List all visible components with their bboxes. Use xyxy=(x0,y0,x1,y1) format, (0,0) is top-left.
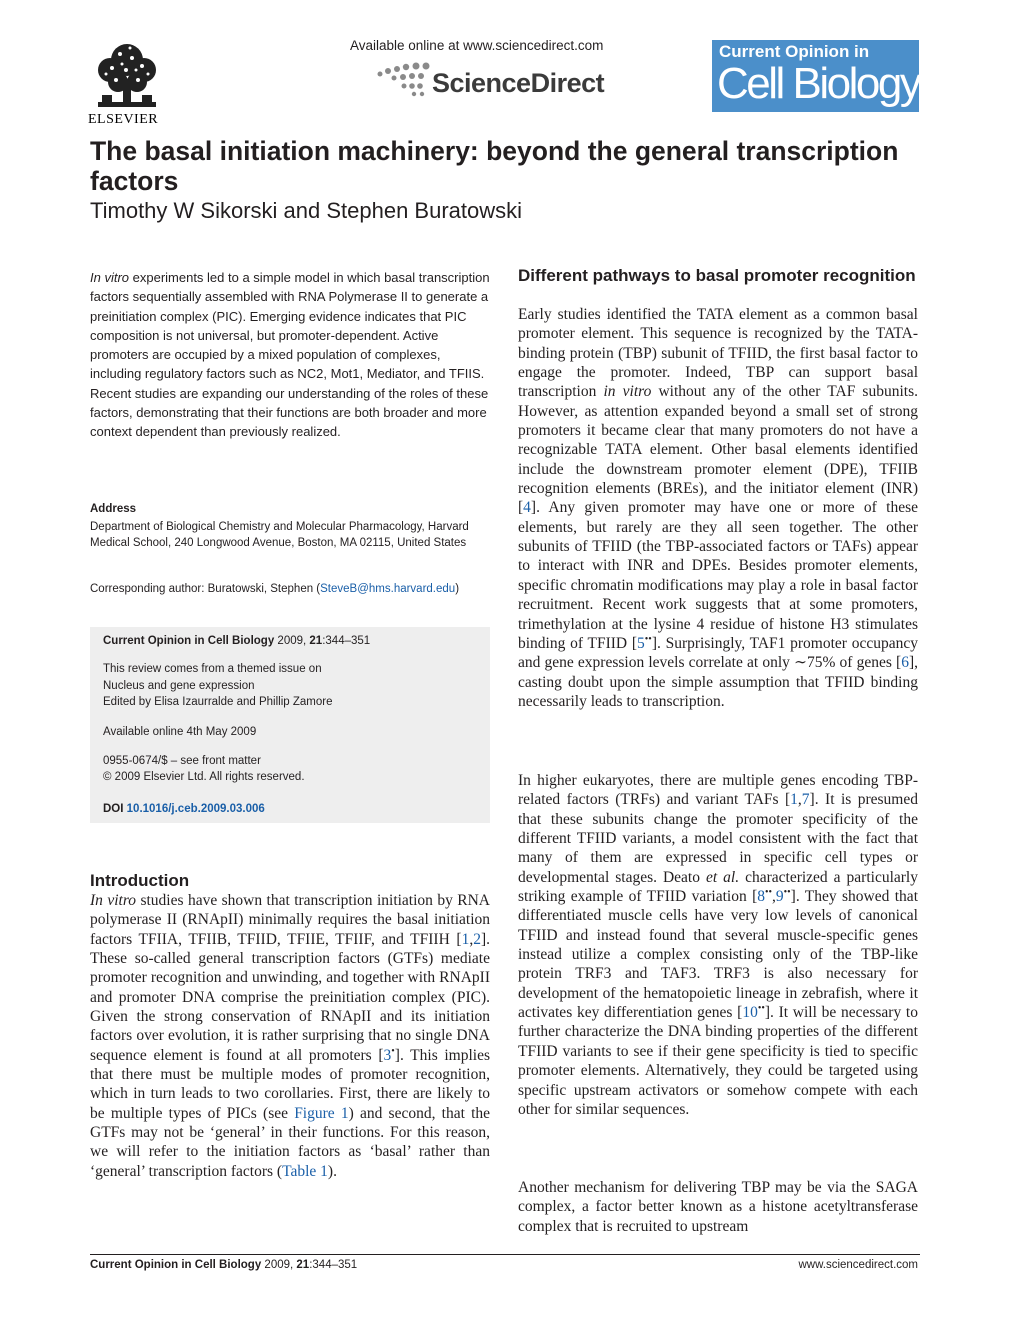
intro-paragraph xyxy=(90,891,490,1181)
footer-url-link[interactable]: www.sciencedirect.com xyxy=(798,1259,918,1271)
article-info-box xyxy=(90,627,490,823)
info-doi xyxy=(103,801,265,817)
p1-text-e: ], casting doubt upon the simple assumption that TFIID binding necessarily leads to transcription. xyxy=(518,654,918,710)
info-issn: 0955-0674/$ – see front matter xyxy=(103,755,261,767)
footer-volume: 21 xyxy=(296,1259,310,1271)
info-citation xyxy=(103,633,370,649)
info-year: 2009, xyxy=(274,635,310,647)
intro-text-1: studies have shown that transcription initiation by RNA polymerase II (RNApII) minimally requires the basal initiation factors TFIIA, TFIIB, TFIID, TFIIE, TFIIF, and TFIIH [ xyxy=(90,892,490,948)
ref-link[interactable]: 5 xyxy=(637,634,645,652)
info-doi-label: DOI xyxy=(103,803,124,815)
info-edited-by: Edited by Elisa Izaurralde and Phillip Zamore xyxy=(103,696,333,708)
intro-italic: In vitro xyxy=(90,892,137,909)
info-copyright: © 2009 Elsevier Ltd. All rights reserved. xyxy=(103,771,305,783)
paper-authors: Timothy W Sikorski and Stephen Buratowski xyxy=(90,198,523,223)
p1-text-a: Early studies identified the TATA element as a common basal promoter element. This sequence is recognized by the TATA-binding protein (TBP) subunit of TFIID, the first basal factor to engage the promoter. Indeed, TBP can support basal transcription xyxy=(518,306,918,401)
elsevier-tree-icon xyxy=(92,40,162,112)
paper-title: The basal initiation machinery: beyond the general transcription factors xyxy=(90,136,899,196)
p2-text-c: characterized a particularly striking example of TFIID variation [ xyxy=(518,868,918,906)
footer-year: 2009, xyxy=(261,1259,297,1271)
body-paragraph xyxy=(518,305,918,711)
ref-link[interactable]: 7 xyxy=(801,791,810,809)
p1-text-d: ]. Surprisingly, TAF1 promoter occupancy and gene expression levels correlate at only ∼75% of genes [ xyxy=(518,634,918,672)
intro-text-5: ) and second, that the GTFs may not be ‘general’ in their functions. For this reason, we will refer to the initiation factors as ‘basal’ rather than ‘general’ transcription factors ( xyxy=(90,1104,491,1180)
p1-text-c: ]. Any given promoter may have one or more of these elements, but rarely are they all seen together. The other subunits of TFIID (the TBP-associated factors or TAFs) appear to interact with INR and DPEs. Besides promoter elements, specific chromatin modifications may play a role in basal factor recruitment. Recent work suggests that at some promoters, trimethylation at the lysine 4 residue of histone H3 stimulates binding of TFIID [ xyxy=(518,499,918,652)
info-pages: :344–351 xyxy=(322,635,371,647)
ref-link[interactable]: 1 xyxy=(790,791,798,809)
corresponding-prefix: Corresponding author: Buratowski, Stephen ( xyxy=(90,583,321,595)
ref-importance-dots: •• xyxy=(783,886,791,898)
ref-link[interactable]: 1 xyxy=(461,930,470,948)
address-text: Department of Biological Chemistry and Molecular Pharmacology, Harvard Medical School, 240 Longwood Avenue, Boston, MA 02115, United States xyxy=(90,521,469,549)
p2-etal: et al. xyxy=(705,868,740,886)
p1-text-b: without any of the other TAF subunits. However, as attention expanded beyond a small set of strong promoters it became clear that many promoters do not have a recognizable TATA element. Other basal elements identified include the downstream promoter element (DPE), TFIIB recognition elements (BREs), and the initiator element (INR) [ xyxy=(518,383,918,517)
footer-citation xyxy=(90,1259,357,1271)
section-heading: Different pathways to basal promoter recognition xyxy=(518,266,916,285)
ref-importance-dots: • xyxy=(391,1045,395,1057)
ref-importance-dots: •• xyxy=(757,1002,765,1014)
journal-logo-line2: Cell Biology xyxy=(717,59,920,108)
info-available-online: Available online 4th May 2009 xyxy=(103,726,257,738)
sciencedirect-wordmark: ScienceDirect xyxy=(432,68,605,98)
p2-text-a: In higher eukaryotes, there are multiple genes encoding TBP-related factors (TRFs) and variant TAFs [ xyxy=(518,772,918,809)
ref-link[interactable]: 3 xyxy=(383,1046,392,1064)
ref-link[interactable]: 9 xyxy=(775,888,784,906)
ref-link[interactable]: 8 xyxy=(757,888,765,906)
ref-importance-dots: •• xyxy=(644,633,652,645)
p2-text-d: ]. They showed that differentiated muscle cells have very low levels of canonical TFIID and instead found that several muscle-specific genes instead utilize a complex consisting only of the TBP-like protein TRF3 and TAF3. TRF3 is also necessary for development of the hematopoietic lineage in zebrafish, where it activates key differentiation genes [ xyxy=(518,888,918,1022)
footer-pages: :344–351 xyxy=(309,1259,358,1271)
doi-link[interactable]: 10.1016/j.ceb.2009.03.006 xyxy=(126,803,265,815)
journal-logo-line1: Current Opinion in xyxy=(719,42,870,61)
corresponding-author xyxy=(90,583,500,595)
sciencedirect-logo[interactable] xyxy=(374,58,614,102)
intro-text-2: , xyxy=(469,930,474,948)
intro-heading: Introduction xyxy=(90,871,190,890)
p2-sep: , xyxy=(797,791,802,809)
info-volume: 21 xyxy=(309,635,323,647)
figure-link[interactable]: Figure 1 xyxy=(294,1104,349,1122)
table-link[interactable]: Table 1 xyxy=(282,1162,328,1180)
sciencedirect-dots-icon xyxy=(374,58,434,98)
abstract-lead-italic: In vitro xyxy=(90,270,130,285)
corresponding-suffix: ) xyxy=(455,583,460,595)
available-online-text[interactable]: Available online at www.sciencedirect.com xyxy=(350,38,604,53)
ref-link[interactable]: 6 xyxy=(901,654,909,672)
info-themed-line1: This review comes from a themed issue on xyxy=(103,663,322,675)
body-paragraph: Another mechanism for delivering TBP may be via the SAGA complex, a factor better known as a histone acetyltransferase complex that is recruited to upstream xyxy=(518,1179,918,1235)
footer-divider xyxy=(90,1254,920,1255)
intro-text-3: ]. These so-called general transcription factors (GTFs) mediate promoter recognition and unwinding, and together with RNApII and promoter DNA comprise the preinitiation complex (PIC). Given the strong conservation of RNApII and its initiation factors over evolution, it is rather surprising that no single DNA sequence element is found at all promoters [ xyxy=(90,930,490,1064)
abstract xyxy=(90,268,490,442)
abstract-text: experiments led to a simple model in which basal transcription factors sequentially assembled with RNA Polymerase II to generate a preinitiation complex (PIC). Emerging evidence indicates that PIC composition is not universal, but promoter-dependent. Active promoters are occupied by a mixed population of complexes, including regulatory factors such as NC2, Mot1, Mediator, and TFIIS. Recent studies are expanding our understanding of the roles of these factors, demonstrating that their functions are both broader and more context dependent than previously realized. xyxy=(90,270,490,440)
footer-journal: Current Opinion in Cell Biology xyxy=(90,1259,262,1271)
ref-link[interactable]: 10 xyxy=(742,1004,758,1022)
publisher-name: ELSEVIER xyxy=(88,112,159,127)
body-paragraph xyxy=(518,771,918,1119)
info-themed-line2: Nucleus and gene expression xyxy=(103,680,255,692)
p1-italic: in vitro xyxy=(603,383,652,401)
ref-link[interactable]: 2 xyxy=(473,930,481,948)
elsevier-logo xyxy=(88,40,168,128)
author-email-link[interactable]: SteveB@hms.harvard.edu xyxy=(320,583,456,595)
address-heading: Address xyxy=(90,503,137,515)
p2-text-e: ]. It will be necessary to further characterize the DNA binding properties of the different TFIID variants to see if their gene specificity is tied to specific promoter elements. Alternatively, they could be targeted using specific upstream activators or somehow compete with each other for similar sequences. xyxy=(518,1004,918,1118)
ref-importance-dots: •• xyxy=(765,886,773,898)
intro-text-6: ). xyxy=(327,1162,337,1180)
journal-logo[interactable] xyxy=(712,40,919,112)
p2-text-b: ]. It is presumed that these subunits change the promoter specificity of the different TFIID variants, a model consistent with the fact that many of them are expressed in specific cell types or developmental stages. Deato xyxy=(518,791,918,886)
p2-sep: , xyxy=(772,888,776,906)
info-journal: Current Opinion in Cell Biology xyxy=(103,635,275,647)
intro-text-4: ]. This implies that there must be multiple modes of promoter recognition, which in turn leads to two corollaries. First, there are likely to be multiple types of PICs (see xyxy=(90,1046,491,1122)
ref-link[interactable]: 4 xyxy=(523,499,531,517)
